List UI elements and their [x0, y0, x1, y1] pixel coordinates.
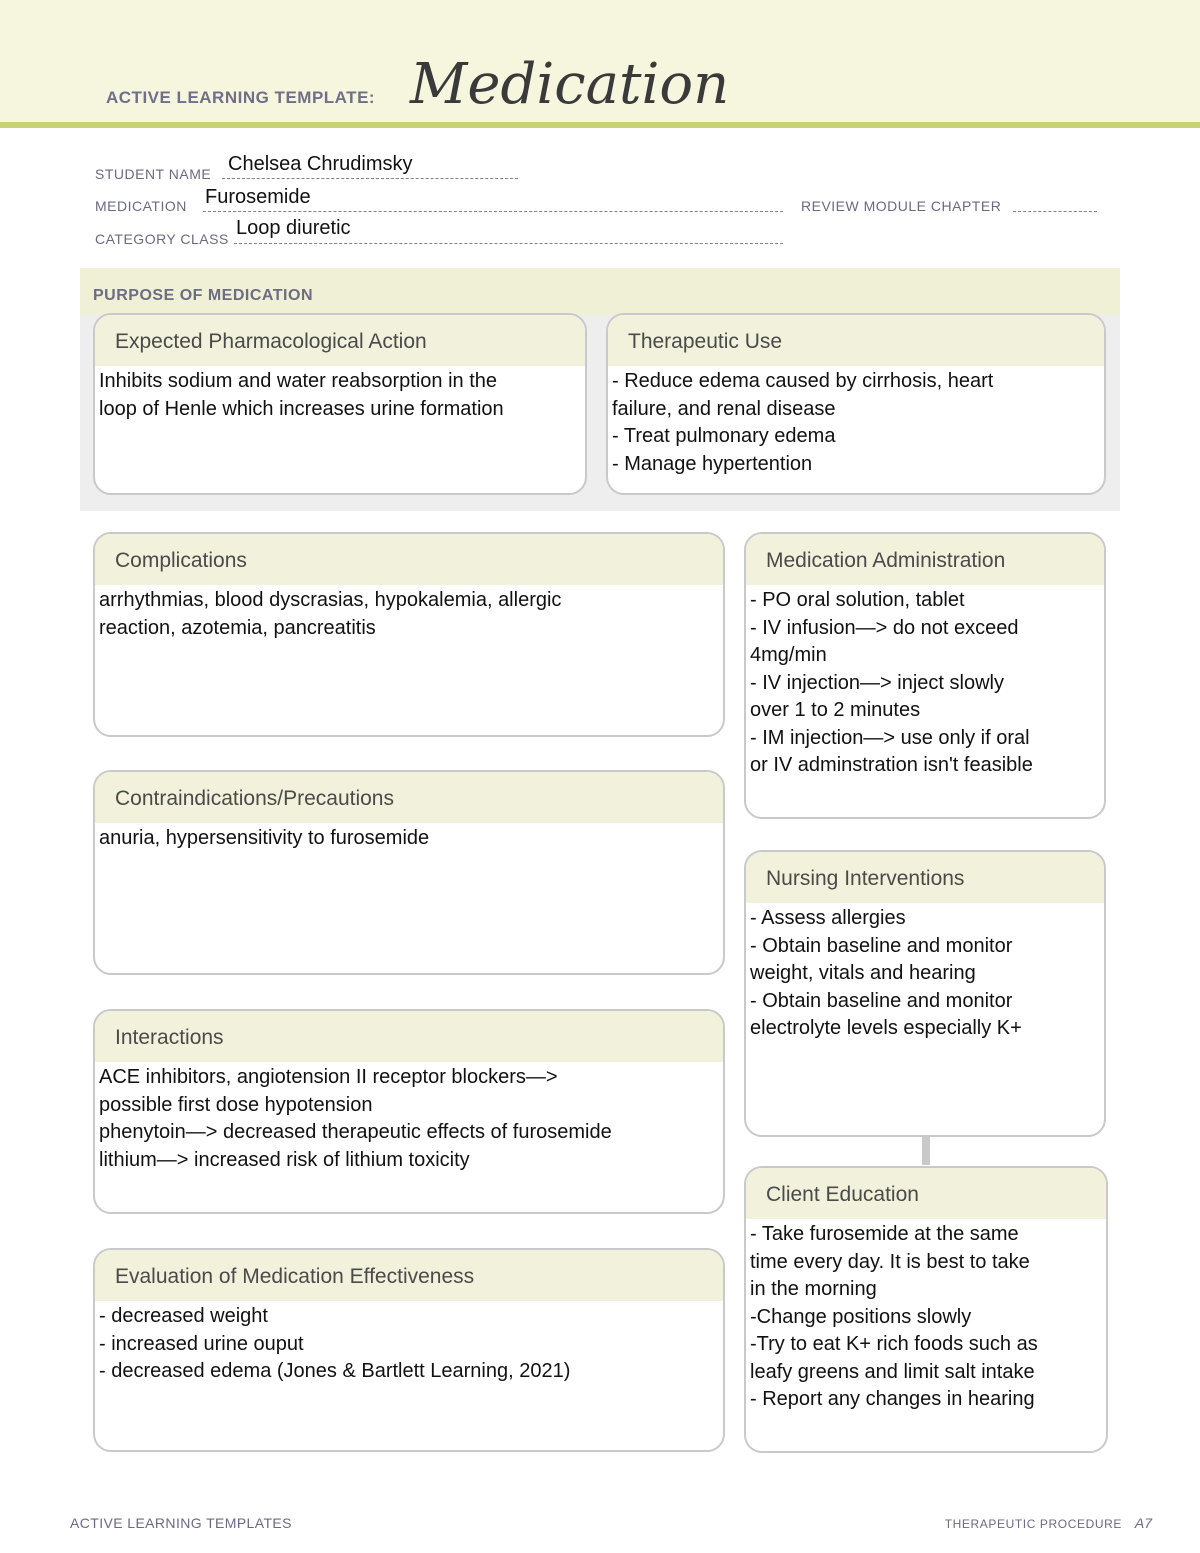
review-module-field[interactable] — [1013, 211, 1097, 212]
nursing-interventions-box — [744, 850, 1106, 1137]
contraindications-box — [93, 770, 725, 975]
expected-action-box — [93, 313, 587, 495]
review-module-label: REVIEW MODULE CHAPTER — [801, 198, 1002, 214]
client-education-title: Client Education — [746, 1168, 1106, 1219]
expected-action-text[interactable]: Inhibits sodium and water reabsorption in the loop of Henle which increases urine formation — [99, 370, 504, 420]
medication-field[interactable]: Furosemide — [205, 186, 311, 208]
header-rule — [0, 122, 1200, 128]
template-title: Medication — [410, 52, 730, 117]
administration-title: Medication Administration — [746, 534, 1104, 585]
expected-action-title: Expected Pharmacological Action — [95, 315, 585, 366]
nursing-interventions-title: Nursing Interventions — [746, 852, 1104, 903]
therapeutic-use-title: Therapeutic Use — [608, 315, 1104, 366]
therapeutic-use-box — [606, 313, 1106, 495]
medication-line — [203, 211, 783, 212]
category-class-field[interactable]: Loop diuretic — [236, 217, 351, 239]
nursing-interventions-text[interactable]: - Assess allergies - Obtain baseline and monitor weight, vitals and hearing - Obtain baseline and monitor electrolyte levels especially K+ — [750, 907, 1022, 1039]
interactions-box — [93, 1009, 725, 1214]
box-connector — [922, 1135, 930, 1165]
interactions-title: Interactions — [95, 1011, 723, 1062]
complications-text[interactable]: arrhythmias, blood dyscrasias, hypokalemia, allergic reaction, azotemia, pancreatitis — [99, 589, 562, 639]
category-class-line — [234, 243, 783, 244]
template-label: ACTIVE LEARNING TEMPLATE: — [106, 88, 376, 107]
footer-left: ACTIVE LEARNING TEMPLATES — [70, 1515, 292, 1531]
administration-text[interactable]: - PO oral solution, tablet - IV infusion—> do not exceed 4mg/min - IV injection—> inject slowly over 1 to 2 minutes - IM injection—> use only if oral or IV adminstration isn't feasible — [750, 589, 1033, 776]
footer-right: THERAPEUTIC PROCEDURE — [944, 1517, 1122, 1531]
category-class-label: CATEGORY CLASS — [95, 231, 229, 247]
interactions-text[interactable]: ACE inhibitors, angiotension II receptor blockers—> possible first dose hypotension phenytoin—> decreased therapeutic effects of furosemide lithium—> increased risk of lithium toxicity — [99, 1066, 612, 1171]
evaluation-box — [93, 1248, 725, 1452]
student-name-label: STUDENT NAME — [95, 166, 212, 182]
contraindications-title: Contraindications/Precautions — [95, 772, 723, 823]
student-name-field[interactable]: Chelsea Chrudimsky — [228, 153, 413, 175]
evaluation-text[interactable]: - decreased weight - increased urine ouput - decreased edema (Jones & Bartlett Learning, 2021) — [99, 1305, 571, 1382]
medication-label: MEDICATION — [95, 198, 187, 214]
complications-title: Complications — [95, 534, 723, 585]
client-education-text[interactable]: - Take furosemide at the same time every day. It is best to take in the morning -Change positions slowly -Try to eat K+ rich foods such as leafy greens and limit salt intake - Report any changes in hearing — [750, 1223, 1038, 1410]
complications-box — [93, 532, 725, 737]
purpose-label: PURPOSE OF MEDICATION — [93, 287, 313, 304]
therapeutic-use-text[interactable]: - Reduce edema caused by cirrhosis, heart failure, and renal disease - Treat pulmonary edema - Manage hypertention — [612, 370, 994, 475]
administration-box — [744, 532, 1106, 819]
evaluation-title: Evaluation of Medication Effectiveness — [95, 1250, 723, 1301]
student-name-line — [222, 178, 518, 179]
client-education-box — [744, 1166, 1108, 1453]
page-number: A7 — [1134, 1515, 1152, 1531]
contraindications-text[interactable]: anuria, hypersensitivity to furosemide — [99, 827, 430, 849]
